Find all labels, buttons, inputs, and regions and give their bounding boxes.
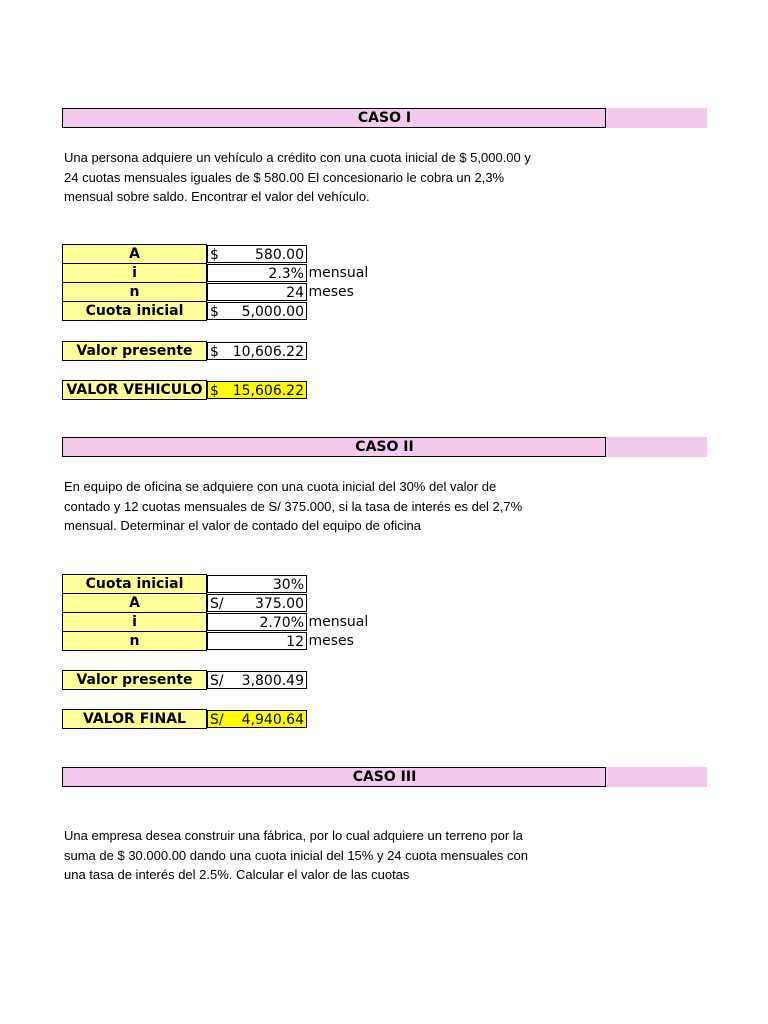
table-row [63,302,371,321]
caso2-value-i[interactable]: 2.70% [207,613,307,631]
caso1-final-value[interactable]: $ 15,606.22 [207,381,307,399]
caso1-inputs-table [62,244,371,321]
table-row [63,613,371,632]
caso2-unit-a [308,594,371,613]
caso1-label-a: A [63,245,207,264]
caso2-label-cuota: Cuota inicial [63,575,207,594]
caso1-unit-i: mensual [308,265,369,281]
caso1-unit-a [308,245,371,264]
caso2-unit-cuota [308,575,371,594]
table-row [63,264,371,283]
caso3-title: CASO III [352,769,417,785]
caso1-final-table [62,380,307,400]
caso1-value-cuota[interactable]: $ 5,000.00 [207,302,307,320]
caso2-header [62,437,707,457]
caso1-present-table [62,341,307,361]
table-row [63,245,371,264]
caso1-present-value[interactable]: $ 10,606.22 [207,342,307,360]
table-row [63,283,371,302]
caso2-title: CASO II [355,439,414,455]
caso2-final-value[interactable]: S/ 4,940.64 [207,710,307,728]
table-row [63,342,308,361]
caso3-text: Una empresa desea construir una fábrica, por lo cual adquiere un terreno por la suma de $ 30.000.00 dando una cuota inicial del 15% y 24 cuota mensuales con una tasa de interés del 2.5%. Calcular el valor de las cuotas [64,828,528,882]
caso2-value-cuota[interactable]: 30% [207,575,307,593]
caso3-header [62,767,707,787]
caso2-unit-i: mensual [308,614,369,630]
caso2-final-table [62,709,307,729]
caso2-present-value[interactable]: S/ 3,800.49 [207,671,307,689]
caso1-header [62,108,707,128]
table-row [63,575,371,594]
caso1-final-label: VALOR VEHICULO [63,381,207,400]
caso2-present-table [62,670,307,690]
caso2-final-label: VALOR FINAL [63,710,207,729]
caso2-label-a: A [63,594,207,613]
caso1-unit-n: meses [308,284,354,300]
table-row [63,381,308,400]
caso1-value-a[interactable]: $ 580.00 [207,245,307,263]
caso1-value-n[interactable]: 24 [207,283,307,301]
caso1-present-label: Valor presente [63,342,207,361]
caso2-unit-n: meses [308,633,354,649]
caso2-value-a[interactable]: S/ 375.00 [207,594,307,612]
caso1-label-n: n [63,283,207,302]
caso2-value-n[interactable]: 12 [207,632,307,650]
table-row [63,632,371,651]
caso2-present-label: Valor presente [63,671,207,690]
caso2-text: En equipo de oficina se adquiere con una cuota inicial del 30% del valor de contado y 12 cuotas mensuales de S/ 375.000, si la tasa de interés es del 2,7% mensual. Determinar el valor de contado del equipo de oficina [64,479,523,533]
caso1-value-i[interactable]: 2.3% [207,264,307,282]
caso1-title: CASO I [357,110,412,126]
caso2-inputs-table [62,574,371,651]
table-row [63,671,308,690]
caso2-label-i: i [63,613,207,632]
caso1-label-cuota: Cuota inicial [63,302,207,321]
caso1-label-i: i [63,264,207,283]
table-row [63,594,371,613]
table-row [63,710,308,729]
caso1-text: Una persona adquiere un vehículo a crédito con una cuota inicial de $ 5,000.00 y 24 cuotas mensuales iguales de $ 580.00 El concesionario le cobra un 2,3% mensual sobre saldo. Encontrar el valor del vehículo. [64,150,531,204]
caso1-unit-cuota [308,302,371,321]
caso2-label-n: n [63,632,207,651]
